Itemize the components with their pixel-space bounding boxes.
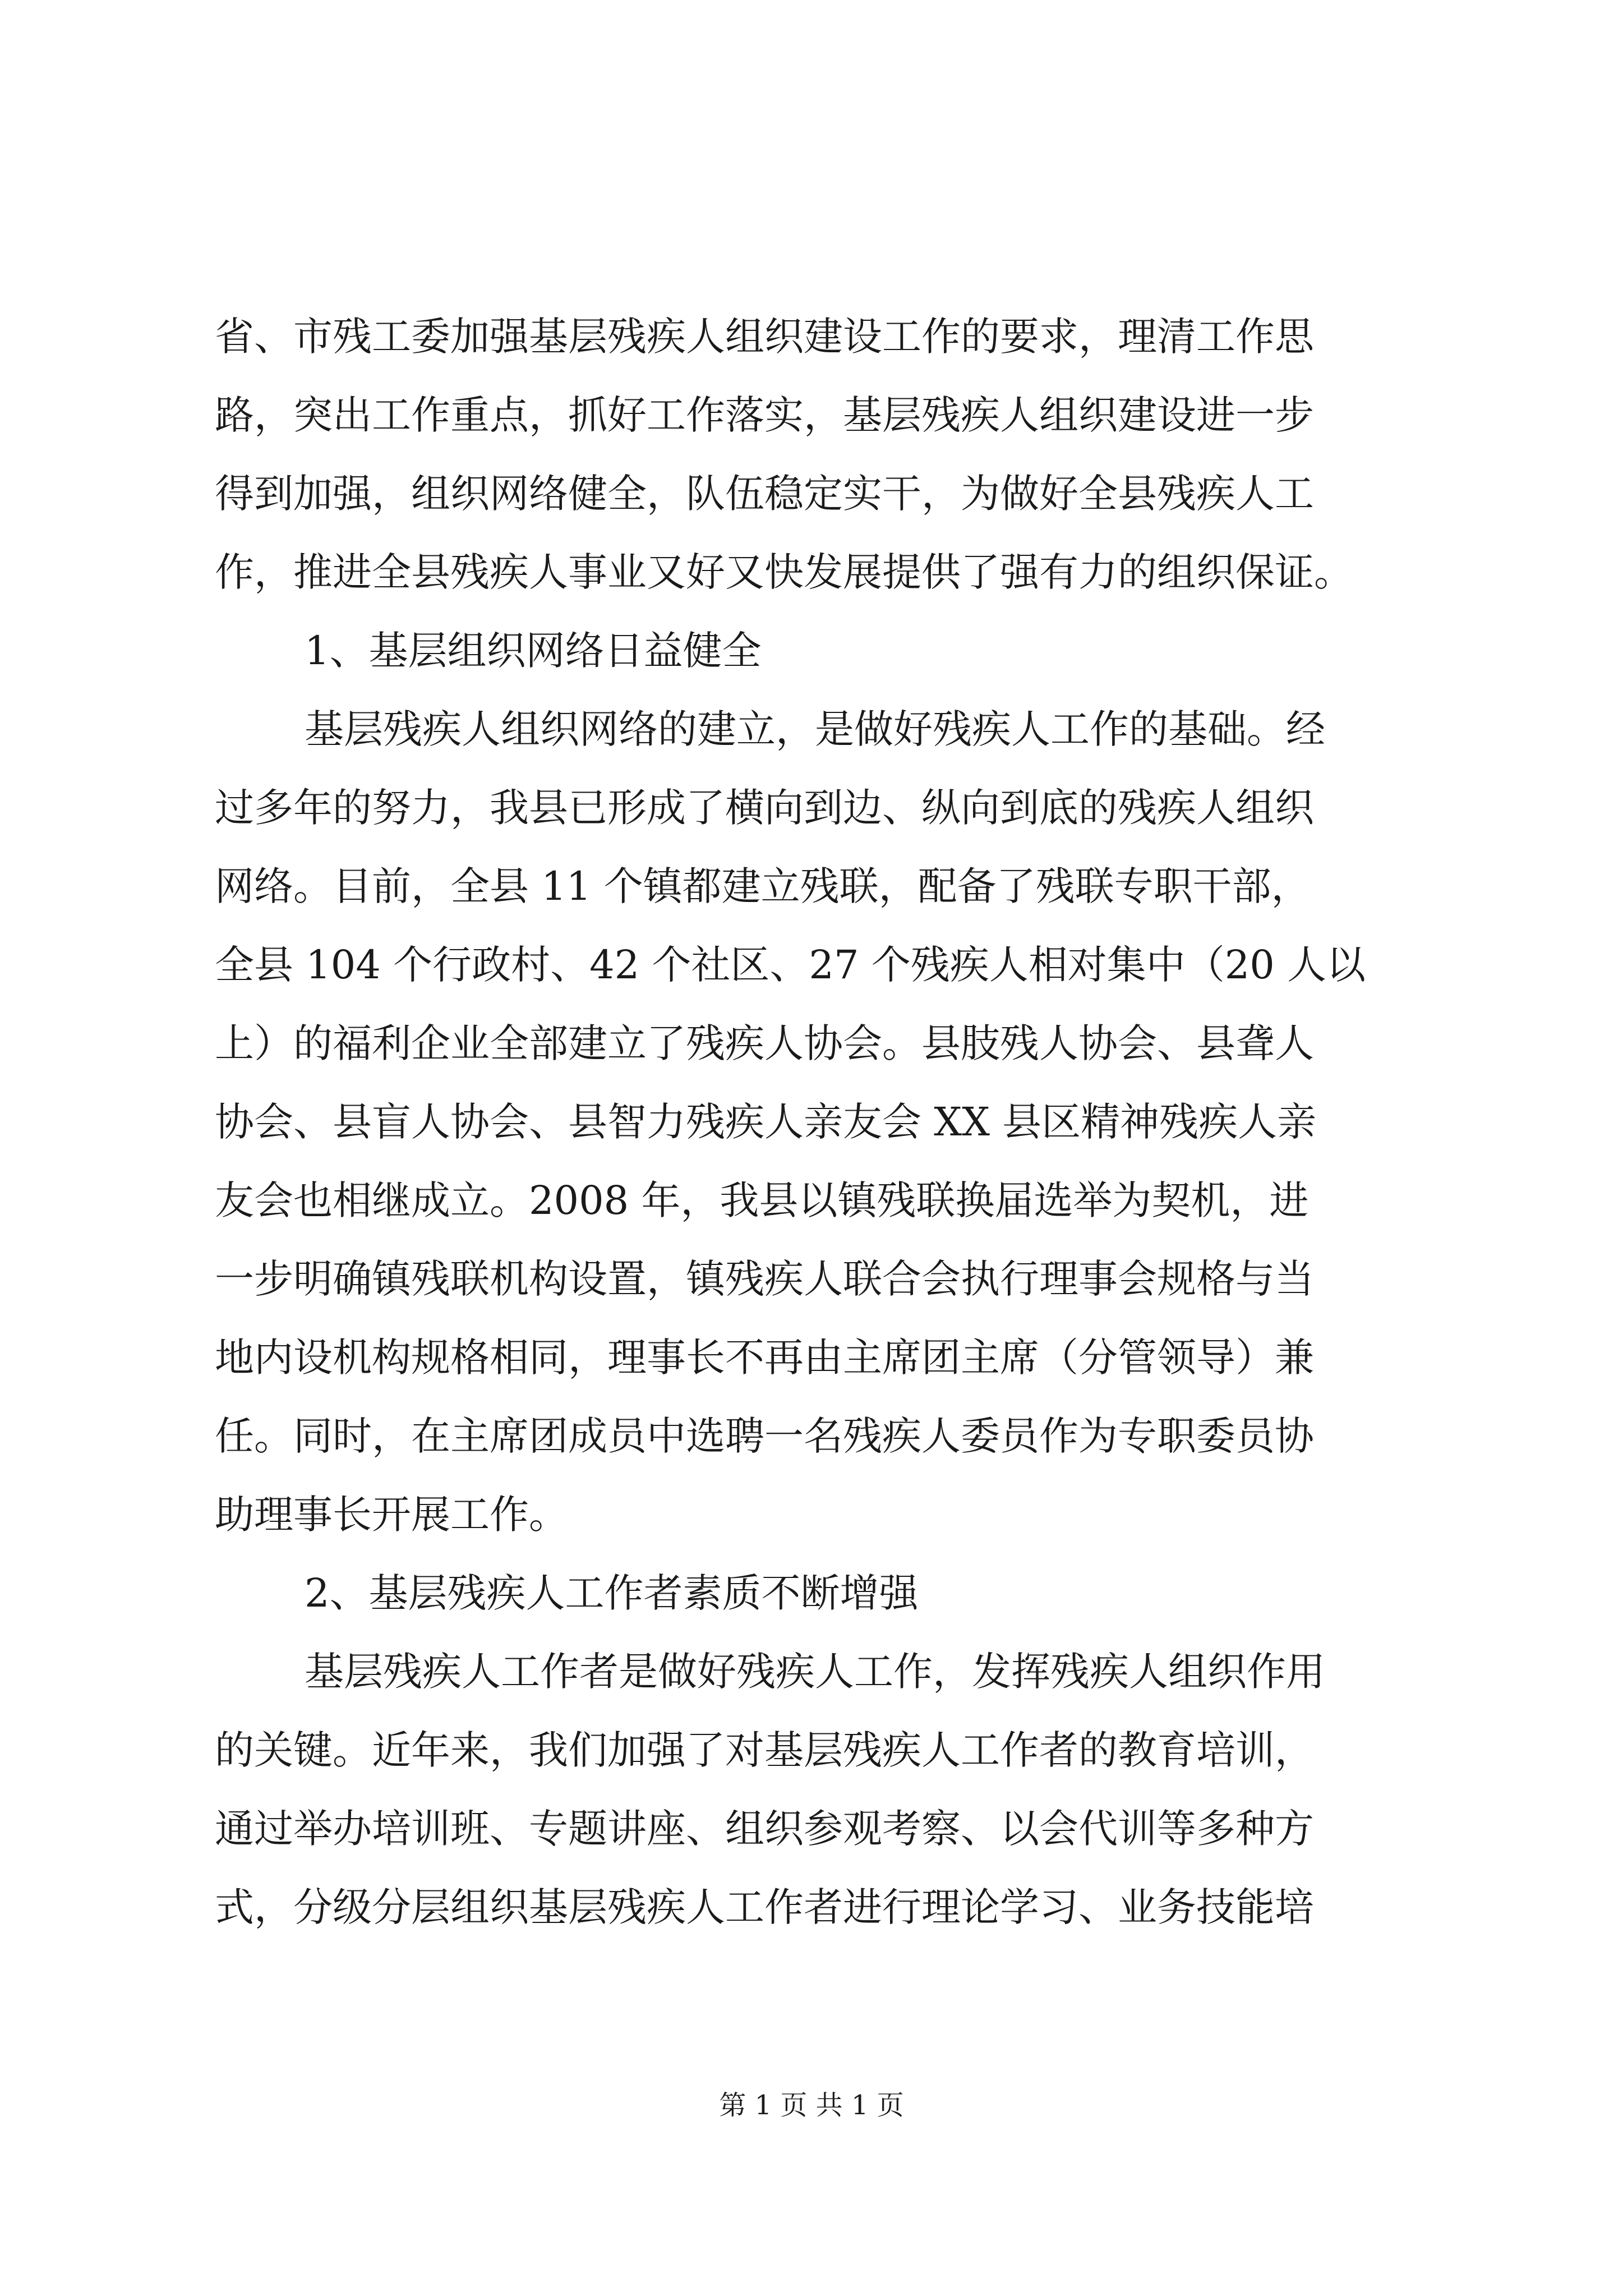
text-line: 上）的福利企业全部建立了残疾人协会。县肢残人协会、县聋人 bbox=[215, 1020, 1314, 1066]
text-line: 基层残疾人组织网络的建立，是做好残疾人工作的基础。经 bbox=[305, 706, 1325, 752]
text-line: 省、市残工委加强基层残疾人组织建设工作的要求，理清工作思 bbox=[215, 314, 1314, 360]
text-line: 的关键。近年来，我们加强了对基层残疾人工作者的教育培训， bbox=[215, 1727, 1314, 1773]
text-line: 作，推进全县残疾人事业又好又快发展提供了强有力的组织保证。 bbox=[215, 549, 1353, 595]
text-line: 协会、县盲人协会、县智力残疾人亲友会 XX 县区精神残疾人亲 bbox=[215, 1099, 1317, 1145]
text-line: 式，分级分层组织基层残疾人工作者进行理论学习、业务技能培 bbox=[215, 1884, 1314, 1930]
text-line: 通过举办培训班、专题讲座、组织参观考察、以会代训等多种方 bbox=[215, 1806, 1314, 1852]
text-line: 网络。目前，全县 11 个镇都建立残联，配备了残联专职干部， bbox=[215, 863, 1311, 909]
text-line: 过多年的努力，我县已形成了横向到边、纵向到底的残疾人组织 bbox=[215, 785, 1314, 831]
text-line: 全县 104 个行政村、42 个社区、27 个残疾人相对集中（20 人以 bbox=[215, 942, 1366, 988]
text-line: 地内设机构规格相同，理事长不再由主席团主席（分管领导）兼 bbox=[215, 1335, 1314, 1381]
text-line: 得到加强，组织网络健全，队伍稳定实干，为做好全县残疾人工 bbox=[215, 471, 1314, 517]
section-heading: 2、基层残疾人工作者素质不断增强 bbox=[305, 1570, 919, 1616]
section-heading: 1、基层组织网络日益健全 bbox=[305, 628, 762, 674]
text-line: 助理事长开展工作。 bbox=[215, 1492, 568, 1538]
text-line: 任。同时，在主席团成员中选聘一名残疾人委员作为专职委员协 bbox=[215, 1413, 1314, 1459]
text-line: 路，突出工作重点，抓好工作落实，基层残疾人组织建设进一步 bbox=[215, 392, 1314, 438]
text-line: 友会也相继成立。2008 年，我县以镇残联换届选举为契机，进 bbox=[215, 1177, 1309, 1223]
text-line: 基层残疾人工作者是做好残疾人工作，发挥残疾人组织作用 bbox=[305, 1649, 1325, 1695]
page-footer: 第 1 页 共 1 页 bbox=[719, 2090, 904, 2121]
text-line: 一步明确镇残联机构设置，镇残疾人联合会执行理事会规格与当 bbox=[215, 1256, 1314, 1302]
